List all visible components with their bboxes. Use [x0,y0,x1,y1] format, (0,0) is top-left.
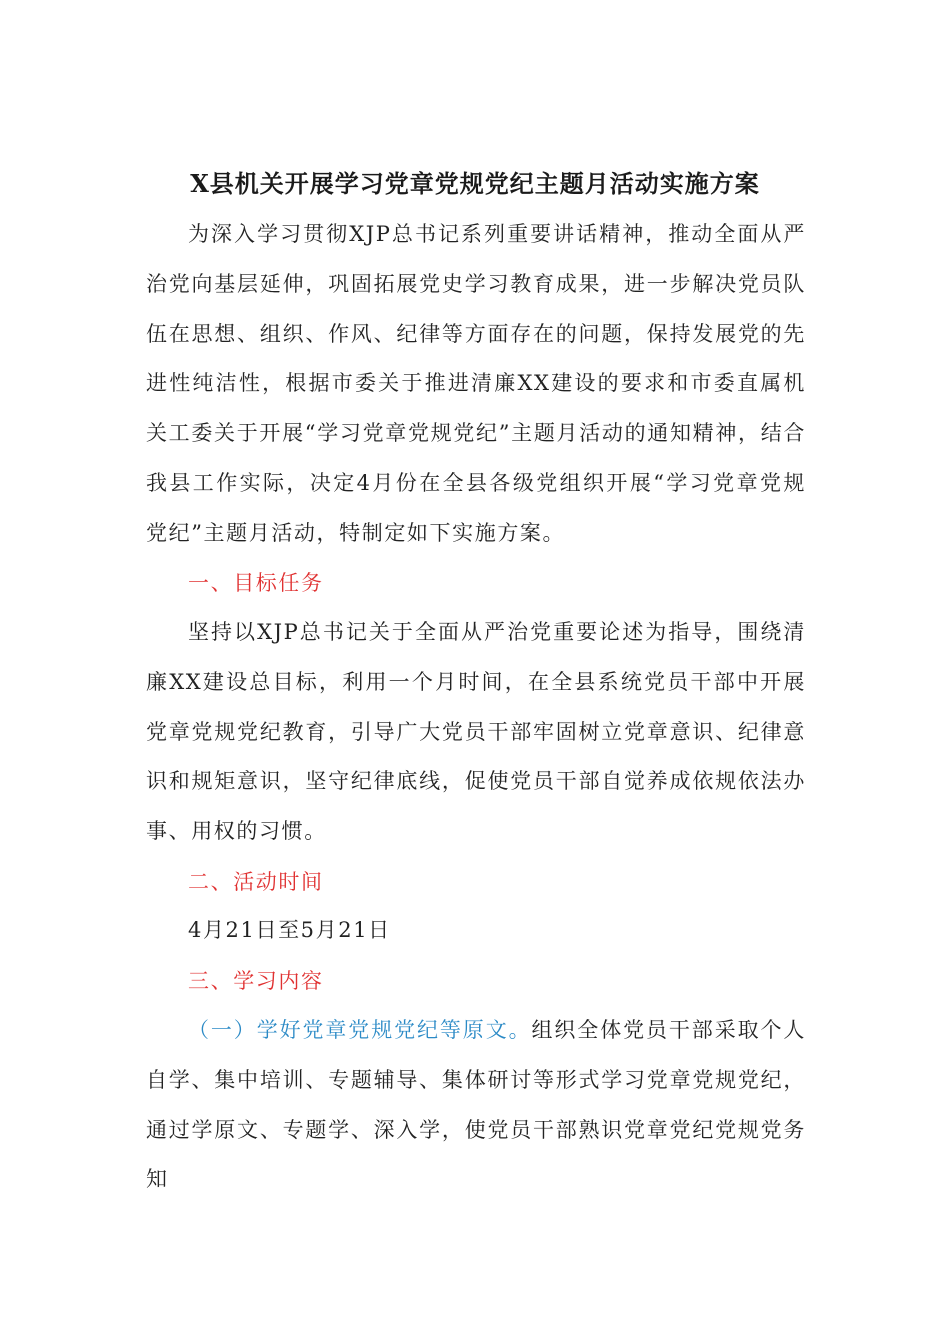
section-heading-content: 三、学习内容 [188,969,324,993]
section-heading-goals: 一、目标任务 [188,571,324,595]
time-paragraph: 4月21日至5月21日 [188,918,391,942]
content-paragraph-body: 组织全体党员干部采取个人自学、集中培训、专题辅导、集体研讨等形式学习党章党规党纪，通过学原文、专题学、深入学，使党员干部熟识党章党纪党规党务知 [146,1018,806,1192]
content-paragraph [146,1006,806,1205]
subheading-original-texts: （一）学好党章党规党纪等原文。 [188,1018,532,1042]
intro-paragraph: 为深入学习贯彻XJP总书记系列重要讲话精神，推动全面从严治党向基层延伸，巩固拓展党史学习教育成果，进一步解决党员队伍在思想、组织、作风、纪律等方面存在的问题，保持发展党的先进性纯洁性，根据市委关于推进清廉XX建设的要求和市委直属机关工委关于开展“学习党章党规党纪”主题月活动的通知精神，结合我县工作实际，决定4月份在全县各级党组织开展“学习党章党规党纪”主题月活动，特制定如下实施方案。 [146,222,806,545]
section-heading-time: 二、活动时间 [188,870,324,894]
document-title: X县机关开展学习党章党规党纪主题月活动实施方案 [190,169,760,199]
goals-paragraph: 坚持以XJP总书记关于全面从严治党重要论述为指导，围绕清廉XX建设总目标，利用一个月时间，在全县系统党员干部中开展党章党规党纪教育，引导广大党员干部牢固树立党章意识、纪律意识和规矩意识，坚守纪律底线，促使党员干部自觉养成依规依法办事、用权的习惯。 [146,620,806,844]
